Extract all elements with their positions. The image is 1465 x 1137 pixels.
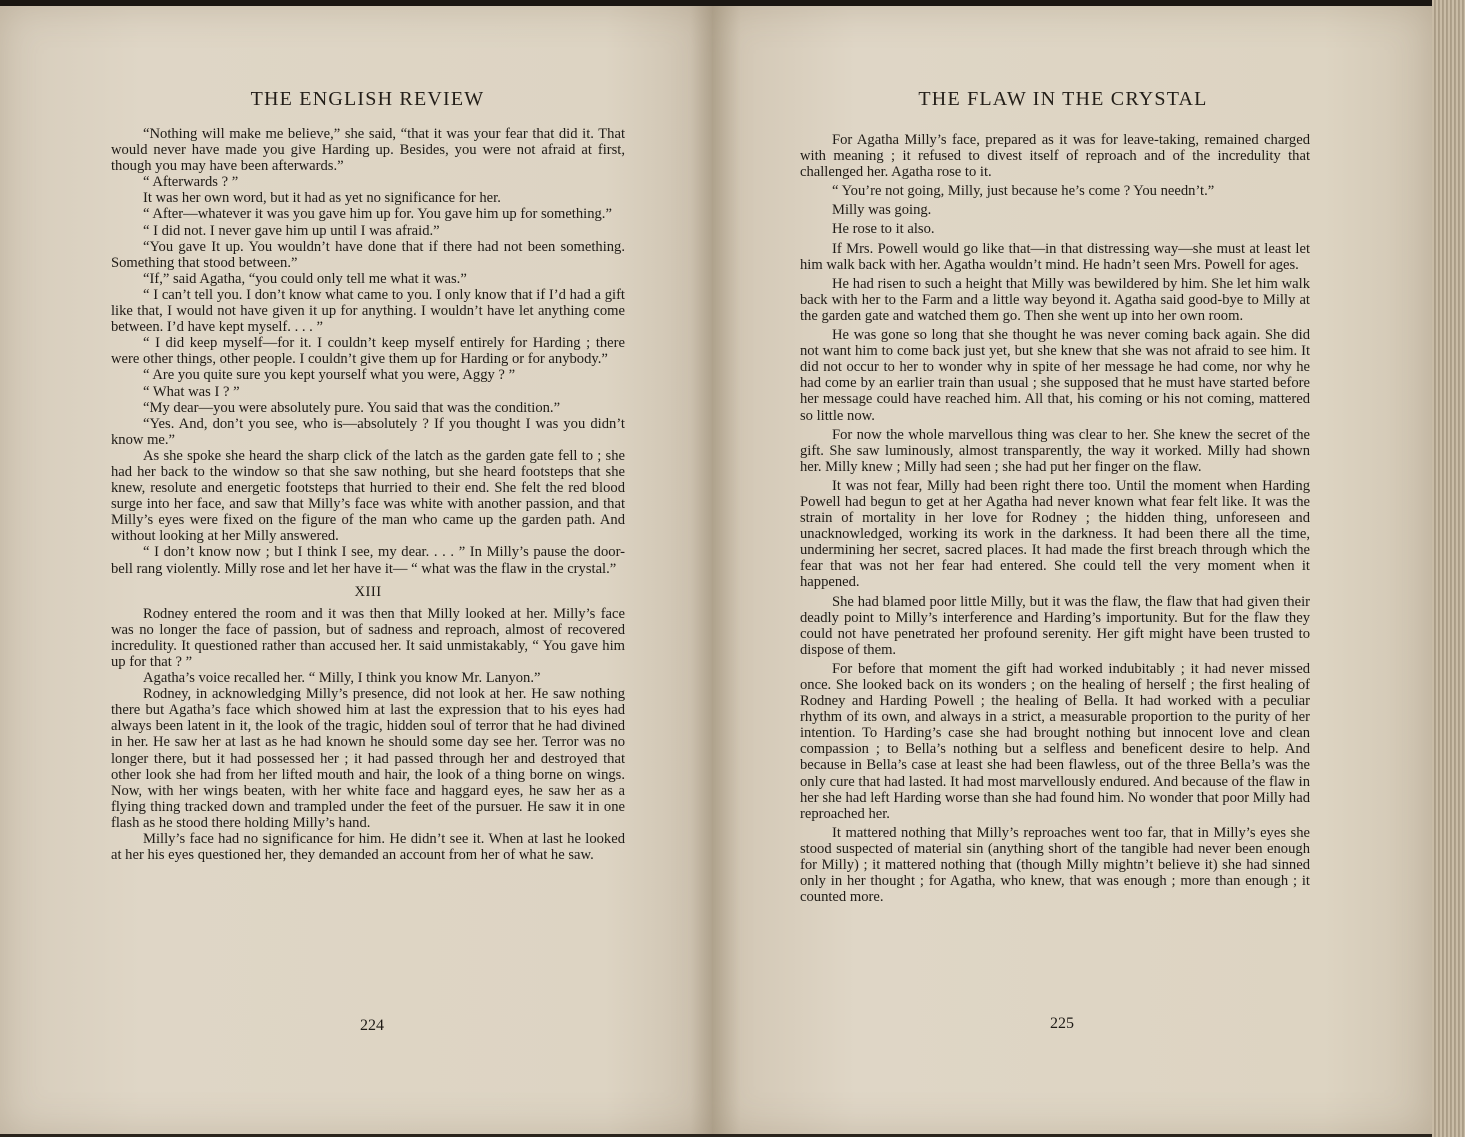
paragraph: Rodney, in acknowledging Milly’s presence, did not look at her. He saw nothing there but Agatha’s face which showed him at last the expression that to his eyes had always been latent in it, the look of the tragic, hidden soul of terror that he had divined in her. He saw her at last as he had known he should some day see her. Terror was no longer there, but it had possessed her ; it had passed through her and destroyed that other look she had from her lifted mouth and hair, the look of a thing borne on wings. Now, with her wings beaten, with her white face and haggard eyes, he saw her as a flying thing tracked down and trampled under the feet of the pursuer. He saw it in one flash as he stood there holding Milly’s hand.	[111, 686, 625, 831]
paragraph: It was her own word, but it had as yet no significance for her.	[143, 190, 501, 207]
paragraph: Milly was going.	[832, 202, 932, 219]
paragraph: Milly’s face had no significance for him. He didn’t see it. When at last he looked at her his eyes questioned her, they demanded an account from her of what he saw.	[111, 831, 625, 864]
paragraph: As she spoke she heard the sharp click of the latch as the garden gate fell to ; she had her back to the window so that she saw nothing, but she heard footsteps that she knew, resolute and energetic footsteps that hurried to their end. She felt the red blood surge into her face, and saw that Milly’s face was white with another passion, and that Milly’s eyes were fixed on the figure of the man who came up the garden path. And without looking at her Milly answered.	[111, 447, 625, 545]
paragraph: He rose to it also.	[832, 221, 935, 238]
paragraph: “Nothing will make me believe,” she said, “that it was your fear that did it. That would never have made you give Harding up. Besides, you were not afraid at first, though you may have been afterwards.”	[111, 126, 625, 175]
left-page	[0, 6, 712, 1134]
chapter-number: XIII	[354, 583, 382, 600]
paragraph: Agatha’s voice recalled her. “ Milly, I think you know Mr. Lanyon.”	[143, 670, 541, 687]
paragraph: “ I did keep myself—for it. I couldn’t keep myself entirely for Harding ; there were other things, other people. I couldn’t give them up for Harding or for anybody.”	[111, 335, 625, 368]
paragraph: “If,” said Agatha, “you could only tell me what it was.”	[143, 270, 467, 287]
paragraph: It mattered nothing that Milly’s reproaches went too far, that in Milly’s eyes she stood suspected of material sin (anything short of the tangible had never been enough for Milly) ; it mattered nothing that (though Milly mightn’t believe it) she had sinned only in her thought ; for Agatha, who knew, that was enough ; more than enough ; it counted more.	[800, 824, 1310, 906]
paragraph: “You gave It up. You wouldn’t have done that if there had not been something. Something that stood between.”	[111, 238, 625, 271]
paragraph: For before that moment the gift had worked indubitably ; it had never missed once. She looked back on its wonders ; on the healing of herself ; the first healing of Rodney and Harding Powell ; the healing of Bella. It had worked with a peculiar rhythm of its own, and always in a strict, a measurable proportion to the purity of her intention. To Harding’s case she had brought nothing but innocent love and clean compassion ; to Bella’s nothing but a selfless and beneficent desire to help. And because in Bella’s case at least she had been flawless, out of the three Bella’s was the only cure that had lasted. It had most marvellously endured. And because of the flaw in her she had left Harding worse than she had found him. No wonder that poor Milly had reproached her.	[800, 660, 1310, 822]
paragraph: She had blamed poor little Milly, but it was the flaw, the flaw that had given their deadly point to Milly’s interference and Harding’s importunity. But for the flaw they could not have penetrated her profound serenity. Her gift might have been trusted to dispose of them.	[800, 593, 1310, 658]
paragraph: If Mrs. Powell would go like that—in that distressing way—she must at least let him walk back with her. Agatha wouldn’t mind. He hadn’t seen Mrs. Powell for ages.	[800, 240, 1310, 273]
left-paragraphs-after	[111, 606, 625, 864]
paragraph: He had risen to such a height that Milly was bewildered by him. She let him walk back with her to the Farm and a little way beyond it. Agatha said good-bye to Milly at the garden gate and watched them go. Then she went up into her own room.	[800, 275, 1310, 324]
right-text-column	[800, 129, 1310, 905]
paragraph: For now the whole marvellous thing was clear to her. She knew the secret of the gift. She saw luminously, almost transparently, the way it worked. Milly had shown her. Milly knew ; Milly had seen ; she had put her finger on the flaw.	[800, 426, 1310, 475]
left-page-number: 224	[360, 1017, 384, 1034]
paragraph: It was not fear, Milly had been right there too. Until the moment when Harding Powell had begun to get at her Agatha had never known what fear felt like. It was the strain of mortality in her love for Rodney ; the hidden thing, unforeseen and unacknowledged, working its work in the darkness. It had been there all the time, undermining her secret, sacred places. It had made the first breach through which the fear that was not her fear had entered. She could tell the very moment when it happened.	[800, 477, 1310, 591]
right-running-head: THE FLAW IN THE CRYSTAL	[918, 88, 1208, 110]
paragraph: “ What was I ? ”	[143, 383, 240, 400]
paragraph: He was gone so long that she thought he was never coming back again. She did not want him to come back just yet, but she knew that she was not afraid to see him. It did not occur to her to wonder why in spite of her message he had come, nor why he had come by an earlier train than usual ; she supposed that he must have started before her message could have reached him. All that, his coming or his not coming, mattered so little now.	[800, 327, 1310, 424]
left-paragraphs-before	[111, 126, 625, 577]
paragraph: For Agatha Milly’s face, prepared as it was for leave-taking, remained charged with meaning ; it refused to divest itself of reproach and of the incredulity that challenged her. Agatha rose to it.	[800, 132, 1310, 181]
paragraph: “ I don’t know now ; but I think I see, my dear. . . . ” In Milly’s pause the door-bell rang violently. Milly rose and let her have it— “ what was the flaw in the crystal.”	[111, 544, 625, 577]
paragraph: “ You’re not going, Milly, just because he’s come ? You needn’t.”	[832, 183, 1215, 200]
left-running-head: THE ENGLISH REVIEW	[250, 88, 485, 110]
page-edges	[1432, 0, 1465, 1137]
paragraph: “ After—whatever it was you gave him up for. You gave him up for something.”	[143, 206, 612, 223]
paragraph: “ I did not. I never gave him up until I was afraid.”	[143, 222, 440, 239]
right-paragraphs	[800, 132, 1310, 905]
paragraph: “My dear—you were absolutely pure. You said that was the condition.”	[143, 399, 561, 416]
left-text-column	[111, 126, 625, 863]
paragraph: “Yes. And, don’t you see, who is—absolutely ? If you thought I was you didn’t know me.”	[111, 415, 625, 448]
paragraph: Rodney entered the room and it was then that Milly looked at her. Milly’s face was no longer the face of passion, but of sadness and reproach, almost of recovered incredulity. It questioned rather than accused her. It said unmistakably, “ You gave him up for that ? ”	[111, 605, 625, 670]
paragraph: “ Afterwards ? ”	[143, 174, 239, 191]
paragraph: “ Are you quite sure you kept yourself what you were, Aggy ? ”	[143, 367, 516, 384]
right-page	[712, 6, 1432, 1134]
paragraph: “ I can’t tell you. I don’t know what came to you. I only know that if I’d had a gift like that, I would not have given it up for anything. I wouldn’t have let anything come between. I’d have kept myself. . . . ”	[111, 286, 625, 336]
right-page-number: 225	[1050, 1015, 1074, 1032]
